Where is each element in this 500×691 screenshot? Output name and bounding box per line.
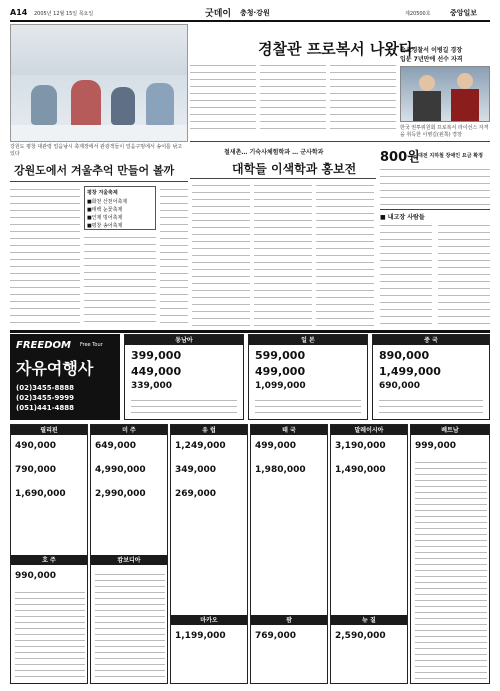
ad-price: 790,000 [15,465,56,475]
notice-body-col1 [380,222,432,326]
univ-kicker: 철새촌… 기숙사체험학과 … 군사학과 [224,149,324,156]
festival-box-item: ■화천 산천어축제 [87,199,128,205]
ad-price: 490,000 [15,441,56,451]
travel-tag: Free Tour [80,342,103,348]
tip-subhead: 대전 지하철 장애인 요금 확정 [418,153,483,159]
univ-body-col1 [192,182,250,326]
section-region: 충청·강원 [240,9,270,17]
ad-column [330,424,408,684]
ad-price: 449,000 [131,365,182,378]
page-header [10,6,490,20]
festival-body-col1 [10,186,80,326]
festival-box-item: ■인제 빙어축제 [87,215,123,221]
ad-price: 3,190,000 [335,441,386,451]
travel-phone[interactable]: (051)441-4888 [16,404,75,412]
issue-number: 제20500호 [405,11,431,17]
travel-name: 자유여행사 [16,359,94,378]
ad-column [90,424,168,684]
tip-body [380,166,490,206]
festival-box-item: ■평창 송어축제 [87,223,123,229]
ad-grid [10,424,490,684]
festival-body-col2 [84,234,156,326]
travel-brand: FREEDOM [16,340,71,351]
ad-price: 349,000 [175,465,216,475]
paper-logo: 중앙일보 [450,9,478,17]
ad-region-tab: 중 국 [373,335,489,345]
header-rule [10,20,490,22]
ad-price: 339,000 [131,381,172,391]
travel-agency-ad [10,334,120,420]
ad-price: 649,000 [95,441,136,451]
ad-price: 990,000 [15,571,56,581]
univ-rule [190,178,376,179]
ad-price: 399,000 [131,349,182,362]
ad-price: 1,980,000 [255,465,306,475]
ad-region-tab: 필리핀 [11,425,87,435]
festival-box-title: 평창 겨울축제 [87,190,118,196]
ad-price: 269,000 [175,489,216,499]
univ-body-col3 [316,182,374,326]
ad-region-tab: 유 럽 [171,425,247,435]
ad-price: 769,000 [255,631,296,641]
ad-region-tab: 미 주 [91,425,167,435]
ad-price: 1,690,000 [15,489,66,499]
festival-body-col3 [160,186,188,326]
tip-headline: 800원 [380,150,420,165]
festival-box-item: ■태백 눈꽃축제 [87,207,123,213]
issue-date: 2005년 12월 15일 목요일 [34,11,94,17]
police-body [190,62,398,134]
police-headline: 경찰관 프로복서 나왔다 [258,40,414,58]
univ-body-col2 [254,182,312,326]
ad-price: 999,000 [415,441,456,451]
univ-headline: 대학들 이색학과 홍보전 [232,162,357,176]
ad-region-tab: 태 국 [251,425,327,435]
ad-region-tab: 캄보디아 [91,555,167,565]
ad-region-tab: 호 주 [11,555,87,565]
festival-rule [10,181,188,182]
ad-price: 499,000 [255,365,306,378]
ad-price: 1,199,000 [175,631,226,641]
ad-price: 1,099,000 [255,381,306,391]
festival-photo-caption: 강원도 평창 대관령 얼음낚시 축제장에서 관광객들이 얼음구멍에서 송어를 낚고 있다 [10,144,183,157]
ad-package-b [248,334,368,420]
page-number: A14 [10,8,28,17]
ad-price: 599,000 [255,349,306,362]
ad-column [410,424,490,684]
ad-region-tab: 뉴 질 [331,615,407,625]
notice-body-col2 [438,222,490,326]
ad-column [10,424,88,684]
ad-top-rule [10,330,490,333]
ad-price: 2,590,000 [335,631,386,641]
ad-package-c [372,334,490,420]
ad-region-tab: 동남아 [125,335,243,345]
notice-title: ■ 내고장 사람들 [380,214,425,221]
festival-box [84,186,156,230]
festival-photo [10,24,188,142]
festival-headline: 강원도에서 겨울추억 만들어 볼까 [14,164,175,177]
ad-price: 1,490,000 [335,465,386,475]
ad-package-a [124,334,244,420]
ad-region-tab: 말레이시아 [331,425,407,435]
ad-region-tab: 일 본 [249,335,367,345]
police-photo-caption: 한국 권투위원회 프로복서 라이선스 자격을 취득한 이병길(왼쪽) 경장 [400,125,489,138]
ad-price: 2,990,000 [95,489,146,499]
ad-price: 499,000 [255,441,296,451]
ad-column [170,424,248,684]
ad-price: 1,249,000 [175,441,226,451]
ad-region-tab: 마카오 [171,615,247,625]
section-divider [190,141,490,142]
ad-price: 690,000 [379,381,420,391]
ad-region-tab: 괌 [251,615,327,625]
police-subhead: 속초경찰서 이병길 경장 입문 7년만에 선수 자격 [400,47,463,63]
ad-price: 890,000 [379,349,430,362]
travel-phone[interactable]: (02)3455-9999 [16,394,75,402]
notice-rule [380,209,490,210]
section-brand: 굿데이 [205,9,232,19]
ad-price: 4,990,000 [95,465,146,475]
ad-column [250,424,328,684]
ad-region-tab: 베트남 [411,425,489,435]
police-photo [400,66,490,122]
ad-price: 1,499,000 [379,365,441,378]
travel-phone[interactable]: (02)3455-8888 [16,384,75,392]
